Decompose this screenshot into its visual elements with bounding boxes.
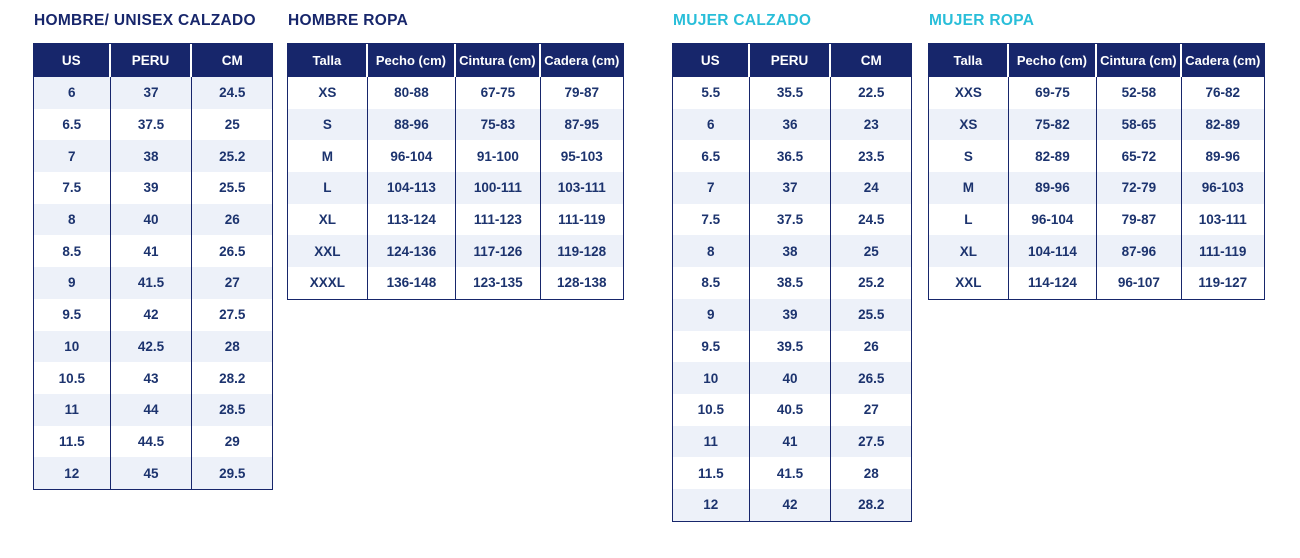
hombre-unisex-calzado-table bbox=[33, 43, 273, 490]
table-cell: 87-96 bbox=[1097, 235, 1181, 267]
table-cell: 26.5 bbox=[192, 235, 272, 267]
table-cell: 27.5 bbox=[831, 426, 911, 458]
table-row bbox=[288, 235, 623, 267]
table-cell: 111-119 bbox=[1182, 235, 1264, 267]
table-cell: 39 bbox=[750, 299, 832, 331]
table-row bbox=[673, 235, 911, 267]
header-row bbox=[929, 44, 1264, 77]
table-cell: XL bbox=[288, 204, 368, 236]
column-header: Cintura (cm) bbox=[1097, 44, 1181, 77]
table-cell: 28.5 bbox=[192, 394, 272, 426]
table-cell: 9 bbox=[673, 299, 750, 331]
table-cell: 41.5 bbox=[111, 267, 193, 299]
table-row bbox=[34, 362, 272, 394]
table-cell: 26 bbox=[192, 204, 272, 236]
table-cell: 6 bbox=[34, 77, 111, 109]
table-row bbox=[34, 140, 272, 172]
table-cell: 104-114 bbox=[1009, 235, 1097, 267]
column-header: Talla bbox=[929, 44, 1009, 77]
table-cell: 82-89 bbox=[1009, 140, 1097, 172]
table-cell: XXL bbox=[929, 267, 1009, 299]
table-cell: 95-103 bbox=[541, 140, 623, 172]
table-cell: 41.5 bbox=[750, 457, 832, 489]
table-cell: 8 bbox=[673, 235, 750, 267]
table-cell: 6.5 bbox=[34, 109, 111, 141]
table-row bbox=[34, 394, 272, 426]
table-cell: 69-75 bbox=[1009, 77, 1097, 109]
table-cell: XS bbox=[288, 77, 368, 109]
table-cell: 25.2 bbox=[831, 267, 911, 299]
table-cell: 25 bbox=[192, 109, 272, 141]
table-cell: 36.5 bbox=[750, 140, 832, 172]
table-cell: 38.5 bbox=[750, 267, 832, 299]
table-cell: 111-119 bbox=[541, 204, 623, 236]
hombre-unisex-calzado-title: HOMBRE/ UNISEX CALZADO bbox=[34, 12, 256, 29]
table-cell: 89-96 bbox=[1009, 172, 1097, 204]
table-cell: 45 bbox=[111, 457, 193, 489]
table-row bbox=[929, 109, 1264, 141]
table-cell: 40 bbox=[111, 204, 193, 236]
column-header: Pecho (cm) bbox=[368, 44, 456, 77]
table-cell: 38 bbox=[750, 235, 832, 267]
table-row bbox=[673, 109, 911, 141]
table-cell: 117-126 bbox=[456, 235, 540, 267]
header-row bbox=[288, 44, 623, 77]
table-cell: 9.5 bbox=[673, 331, 750, 363]
table-cell: 80-88 bbox=[368, 77, 456, 109]
table-row bbox=[34, 204, 272, 236]
table-row bbox=[929, 267, 1264, 299]
table-cell: 6.5 bbox=[673, 140, 750, 172]
table-cell: 96-107 bbox=[1097, 267, 1181, 299]
hombre-unisex-calzado-section bbox=[33, 10, 273, 490]
mujer-ropa-title: MUJER ROPA bbox=[929, 12, 1035, 29]
table-cell: 44 bbox=[111, 394, 193, 426]
table-cell: 65-72 bbox=[1097, 140, 1181, 172]
table-cell: 52-58 bbox=[1097, 77, 1181, 109]
table-cell: 113-124 bbox=[368, 204, 456, 236]
table-cell: 136-148 bbox=[368, 267, 456, 299]
table-cell: L bbox=[929, 204, 1009, 236]
table-cell: 28 bbox=[831, 457, 911, 489]
table-row bbox=[673, 457, 911, 489]
table-cell: 123-135 bbox=[456, 267, 540, 299]
table-cell: XL bbox=[929, 235, 1009, 267]
table-row bbox=[34, 457, 272, 489]
table-cell: 104-113 bbox=[368, 172, 456, 204]
table-cell: 10.5 bbox=[673, 394, 750, 426]
table-row bbox=[34, 172, 272, 204]
table-cell: 75-82 bbox=[1009, 109, 1097, 141]
table-cell: 22.5 bbox=[831, 77, 911, 109]
hombre-ropa-title: HOMBRE ROPA bbox=[288, 12, 409, 29]
table-row bbox=[929, 204, 1264, 236]
table-cell: XXL bbox=[288, 235, 368, 267]
table-cell: 100-111 bbox=[456, 172, 540, 204]
mujer-calzado-title: MUJER CALZADO bbox=[673, 12, 812, 29]
table-cell: 29 bbox=[192, 426, 272, 458]
table-cell: 41 bbox=[111, 235, 193, 267]
mujer-calzado-section bbox=[672, 10, 912, 522]
table-cell: 27 bbox=[192, 267, 272, 299]
table-cell: 43 bbox=[111, 362, 193, 394]
table-cell: 96-103 bbox=[1182, 172, 1264, 204]
table-cell: 128-138 bbox=[541, 267, 623, 299]
table-cell: 10 bbox=[673, 362, 750, 394]
table-cell: 37 bbox=[750, 172, 832, 204]
column-header: Cadera (cm) bbox=[1182, 44, 1264, 77]
table-row bbox=[34, 235, 272, 267]
table-row bbox=[34, 77, 272, 109]
hombre-ropa-section bbox=[287, 10, 624, 300]
table-cell: 58-65 bbox=[1097, 109, 1181, 141]
table-row bbox=[929, 235, 1264, 267]
table-cell: 27 bbox=[831, 394, 911, 426]
table-row bbox=[288, 109, 623, 141]
table-row bbox=[673, 77, 911, 109]
table-cell: 75-83 bbox=[456, 109, 540, 141]
table-cell: 36 bbox=[750, 109, 832, 141]
table-cell: 96-104 bbox=[368, 140, 456, 172]
table-cell: 24.5 bbox=[831, 204, 911, 236]
table-cell: L bbox=[288, 172, 368, 204]
table-cell: 87-95 bbox=[541, 109, 623, 141]
table-cell: 42.5 bbox=[111, 331, 193, 363]
table-cell: XXS bbox=[929, 77, 1009, 109]
table-row bbox=[288, 77, 623, 109]
column-header: PERU bbox=[111, 44, 193, 77]
table-cell: 12 bbox=[673, 489, 750, 521]
table-cell: 24 bbox=[831, 172, 911, 204]
table-cell: 26.5 bbox=[831, 362, 911, 394]
header-row bbox=[673, 44, 911, 77]
table-row bbox=[673, 489, 911, 521]
table-row bbox=[34, 426, 272, 458]
column-header: US bbox=[673, 44, 750, 77]
table-cell: 39.5 bbox=[750, 331, 832, 363]
table-cell: 7 bbox=[34, 140, 111, 172]
mujer-ropa-section bbox=[928, 10, 1265, 300]
table-cell: 10.5 bbox=[34, 362, 111, 394]
table-cell: 82-89 bbox=[1182, 109, 1264, 141]
table-cell: 6 bbox=[673, 109, 750, 141]
table-cell: 76-82 bbox=[1182, 77, 1264, 109]
table-row bbox=[34, 299, 272, 331]
table-cell: 119-128 bbox=[541, 235, 623, 267]
table-row bbox=[673, 267, 911, 299]
table-cell: 89-96 bbox=[1182, 140, 1264, 172]
column-header: CM bbox=[192, 44, 272, 77]
table-cell: 35.5 bbox=[750, 77, 832, 109]
table-cell: 37.5 bbox=[750, 204, 832, 236]
table-cell: XS bbox=[929, 109, 1009, 141]
table-row bbox=[929, 140, 1264, 172]
table-cell: 72-79 bbox=[1097, 172, 1181, 204]
table-cell: 96-104 bbox=[1009, 204, 1097, 236]
table-cell: 8.5 bbox=[673, 267, 750, 299]
mujer-ropa-table bbox=[928, 43, 1265, 300]
table-cell: 67-75 bbox=[456, 77, 540, 109]
table-cell: 8 bbox=[34, 204, 111, 236]
table-cell: 25.2 bbox=[192, 140, 272, 172]
table-cell: 39 bbox=[111, 172, 193, 204]
table-cell: XXXL bbox=[288, 267, 368, 299]
table-row bbox=[673, 394, 911, 426]
table-cell: 25 bbox=[831, 235, 911, 267]
table-row bbox=[673, 140, 911, 172]
column-header: Cadera (cm) bbox=[541, 44, 623, 77]
table-cell: 40 bbox=[750, 362, 832, 394]
table-cell: 28.2 bbox=[192, 362, 272, 394]
table-cell: 44.5 bbox=[111, 426, 193, 458]
table-cell: 40.5 bbox=[750, 394, 832, 426]
table-row bbox=[929, 172, 1264, 204]
table-cell: 10 bbox=[34, 331, 111, 363]
table-row bbox=[34, 267, 272, 299]
table-row bbox=[673, 426, 911, 458]
table-cell: 5.5 bbox=[673, 77, 750, 109]
table-cell: 41 bbox=[750, 426, 832, 458]
table-cell: 7.5 bbox=[34, 172, 111, 204]
table-cell: 11.5 bbox=[34, 426, 111, 458]
table-cell: 12 bbox=[34, 457, 111, 489]
table-cell: S bbox=[929, 140, 1009, 172]
table-cell: 37.5 bbox=[111, 109, 193, 141]
table-cell: 23.5 bbox=[831, 140, 911, 172]
column-header: Cintura (cm) bbox=[456, 44, 540, 77]
table-cell: 114-124 bbox=[1009, 267, 1097, 299]
table-cell: 103-111 bbox=[541, 172, 623, 204]
column-header: Pecho (cm) bbox=[1009, 44, 1097, 77]
table-cell: 79-87 bbox=[1097, 204, 1181, 236]
table-cell: M bbox=[288, 140, 368, 172]
table-cell: 9 bbox=[34, 267, 111, 299]
table-cell: M bbox=[929, 172, 1009, 204]
column-header: CM bbox=[831, 44, 911, 77]
table-cell: 26 bbox=[831, 331, 911, 363]
header-row bbox=[34, 44, 272, 77]
table-cell: 25.5 bbox=[831, 299, 911, 331]
table-row bbox=[34, 109, 272, 141]
table-cell: 8.5 bbox=[34, 235, 111, 267]
table-cell: 42 bbox=[111, 299, 193, 331]
table-row bbox=[673, 331, 911, 363]
table-cell: 23 bbox=[831, 109, 911, 141]
mujer-calzado-table bbox=[672, 43, 912, 522]
table-cell: 27.5 bbox=[192, 299, 272, 331]
table-cell: 28 bbox=[192, 331, 272, 363]
table-cell: 29.5 bbox=[192, 457, 272, 489]
table-cell: 124-136 bbox=[368, 235, 456, 267]
table-row bbox=[288, 204, 623, 236]
table-row bbox=[673, 299, 911, 331]
hombre-ropa-table bbox=[287, 43, 624, 300]
table-row bbox=[288, 140, 623, 172]
table-row bbox=[34, 331, 272, 363]
table-cell: 79-87 bbox=[541, 77, 623, 109]
table-cell: 25.5 bbox=[192, 172, 272, 204]
table-cell: 38 bbox=[111, 140, 193, 172]
table-cell: 11 bbox=[34, 394, 111, 426]
table-row bbox=[673, 362, 911, 394]
table-cell: 11 bbox=[673, 426, 750, 458]
table-row bbox=[288, 267, 623, 299]
column-header: Talla bbox=[288, 44, 368, 77]
table-cell: 111-123 bbox=[456, 204, 540, 236]
table-cell: 103-111 bbox=[1182, 204, 1264, 236]
table-cell: 24.5 bbox=[192, 77, 272, 109]
table-cell: 28.2 bbox=[831, 489, 911, 521]
table-row bbox=[673, 204, 911, 236]
table-row bbox=[288, 172, 623, 204]
table-cell: 9.5 bbox=[34, 299, 111, 331]
table-cell: 7 bbox=[673, 172, 750, 204]
table-cell: 37 bbox=[111, 77, 193, 109]
table-row bbox=[673, 172, 911, 204]
table-cell: S bbox=[288, 109, 368, 141]
table-cell: 7.5 bbox=[673, 204, 750, 236]
column-header: PERU bbox=[750, 44, 832, 77]
table-cell: 119-127 bbox=[1182, 267, 1264, 299]
table-cell: 42 bbox=[750, 489, 832, 521]
table-cell: 11.5 bbox=[673, 457, 750, 489]
table-row bbox=[929, 77, 1264, 109]
table-cell: 91-100 bbox=[456, 140, 540, 172]
column-header: US bbox=[34, 44, 111, 77]
table-cell: 88-96 bbox=[368, 109, 456, 141]
